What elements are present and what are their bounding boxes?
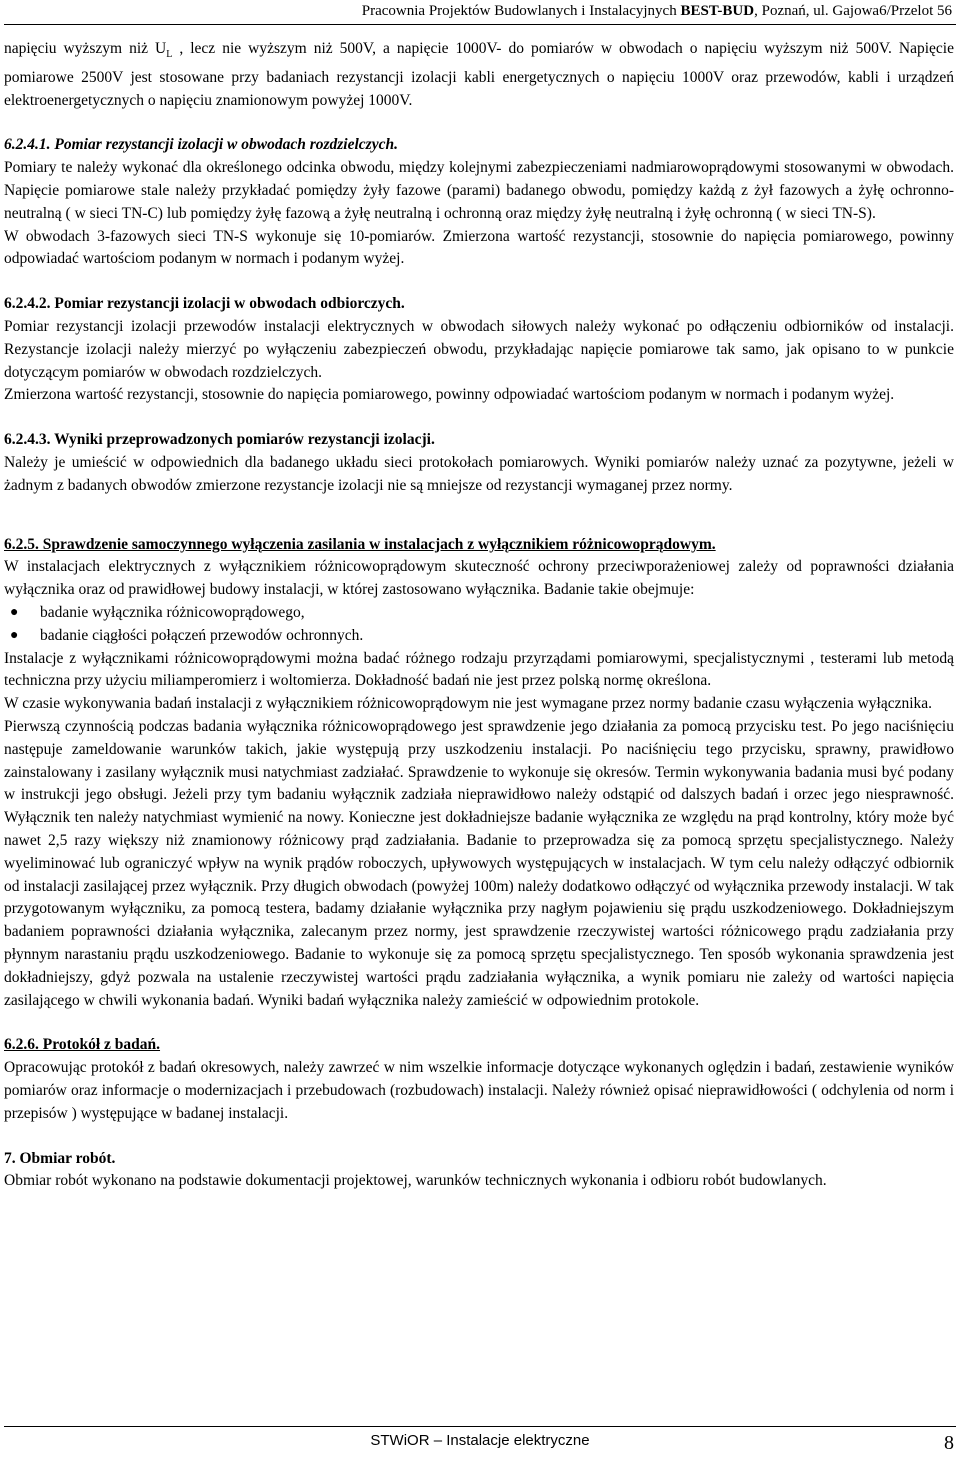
intro-subscript: L bbox=[166, 49, 173, 61]
page-number: 8 bbox=[944, 1432, 954, 1454]
document-body bbox=[4, 38, 954, 1193]
intro-paragraph bbox=[4, 38, 954, 112]
section-6-2-4-3-title: 6.2.4.3. Wyniki przeprowadzonych pomiarów rezystancji izolacji. bbox=[4, 431, 435, 449]
section-6-2-4-1-title: 6.2.4.1. Pomiar rezystancji izolacji w obwodach rozdzielczych. bbox=[4, 136, 398, 154]
section-6-2-4-2-paragraph-1: Pomiar rezystancji izolacji przewodów instalacji elektrycznych w obwodach siłowych należy wykonać po odłączeniu odbiorników od instalacji. Rezystancje izolacji należy mierzyć po wyłączeniu zabezpieczeń obwodu, przykładając napięcie pomiarowe tak samo, jak opisano to w punkcie dotyczącym pomiarów w obwodach rozdzielczych. bbox=[4, 318, 954, 381]
section-6-2-4-2-title: 6.2.4.2. Pomiar rezystancji izolacji w obwodach odbiorczych. bbox=[4, 295, 405, 313]
section-6-2-5-paragraph-3: W czasie wykonywania badań instalacji z wyłącznikiem różnicowoprądowym nie jest wymagane przez normy badanie czasu wyłączenia wyłącznika. bbox=[4, 695, 933, 713]
section-7-paragraph-1: Obmiar robót wykonano na podstawie dokumentacji projektowej, warunków technicznych wykonania i odbioru robót budowlanych. bbox=[4, 1172, 827, 1190]
section-6-2-5-paragraph-1: W instalacjach elektrycznych z wyłącznikiem różnicowoprądowym skuteczność ochrony przeciwporażeniowej zależy od poprawności działania wyłącznika oraz od prawidłowej budowy instalacji, w której zastosowano wyłącznika. Badanie takie obejmuje: bbox=[4, 558, 954, 599]
section-6-2-5-paragraph-2: Instalacje z wyłącznikami różnicowoprądowymi można badać różnego rodzaju przyrządami pomiarowymi, specjalistycznymi , testerami lub metodą techniczna przy użyciu miliamperomierz i woltomierza. Dokładność badań nie jest przez polską normę określona. bbox=[4, 649, 954, 690]
intro-text-b: , lecz nie wyższym niż 500V, a napięcie 1000V- do pomiarów w obwodach o napięciu wyższym niż 500V. Napięcie pomiarowe 2500V jest stosowane przy badaniach rezystancji izolacji kabli energetycznych o napięciu 1000V oraz przewodów, kabli i urządzeń elektroenergetycznych o napięciu znamionowym powyżej 1000V. bbox=[4, 40, 954, 109]
section-6-2-4-1-paragraph-1: Pomiary te należy wykonać dla określonego odcinka obwodu, między kolejnymi zabezpieczeniami nadmiarowoprądowymi stosowanymi w obwodach. Napięcie pomiarowe stale należy przykładać pomiędzy żyły fazowe (parami) badanego obwodu, pomiędzy każdą z żył fazowych a żyłę ochronno-neutralną ( w sieci TN-C) lub pomiędzy żyłę fazową a żyłę neutralną i ochronną oraz między żyłę neutralną i żyłę ochronną ( w sieci TN-S). bbox=[4, 159, 954, 222]
bullet-icon: ● bbox=[10, 605, 19, 621]
page-header bbox=[0, 0, 960, 22]
section-6-2-5-title: 6.2.5. Sprawdzenie samoczynnego wyłączenia zasilania w instalacjach z wyłącznikiem różnicowoprądowym. bbox=[4, 535, 716, 553]
bullet-icon: ● bbox=[10, 627, 19, 643]
section-7-title: 7. Obmiar robót. bbox=[4, 1149, 116, 1167]
footer-title: STWiOR – Instalacje elektryczne bbox=[370, 1432, 590, 1449]
header-divider bbox=[4, 24, 956, 25]
section-6-2-6-title: 6.2.6. Protokół z badań. bbox=[4, 1036, 161, 1054]
list-item-text: badanie wyłącznika różnicowoprądowego, bbox=[40, 604, 305, 622]
header-address: , Poznań, ul. Gajowa6/Przelot 56 bbox=[754, 3, 952, 19]
section-6-2-6-paragraph-1: Opracowując protokół z badań okresowych, należy zawrzeć w nim wszelkie informacje dotyczące wykonanych oględzin i badań, zestawienie wyników pomiarów oraz informacje o modernizacjach i przebudowach (rozbudowach) instalacji. Należy również opisać nieprawidłowości ( odchylenia od norm i przepisów ) występujące w badanej instalacji. bbox=[4, 1059, 954, 1122]
intro-text-a: napięciu wyższym niż U bbox=[4, 40, 167, 57]
footer-divider bbox=[4, 1426, 956, 1427]
list-item bbox=[4, 625, 954, 648]
header-company: BEST-BUD bbox=[680, 3, 755, 19]
list-item bbox=[4, 602, 954, 625]
section-6-2-4-3-paragraph-1: Należy je umieścić w odpowiednich dla badanego układu sieci protokołach pomiarowych. Wyniki pomiarów należy uznać za pozytywne, jeżeli w żadnym z badanych obwodów zmierzone rezystancje izolacji nie są mniejsze od rezystancji wymaganej przez normy. bbox=[4, 454, 954, 494]
section-6-2-5-bullet-list bbox=[4, 602, 954, 648]
section-6-2-4-1-paragraph-2: W obwodach 3-fazowych sieci TN-S wykonuje się 10-pomiarów. Zmierzona wartość rezystancji, stosownie do napięcia pomiarowego, powinny odpowiadać wartościom podanym w normach i podanym wyżej. bbox=[4, 227, 954, 268]
list-item-text: badanie ciągłości połączeń przewodów ochronnych. bbox=[40, 626, 364, 644]
section-6-2-5-paragraph-4: Pierwszą czynnością podczas badania wyłącznika różnicowoprądowego jest sprawdzenie jego działania za pomocą przycisku test. Po jego naciśnięciu następuje zameldowanie warunków takich, jakie występują przy uszkodzeniu instalacji. Po naciśnięciu tego przycisku, sprawny, prawidłowo zainstalowany i zasilany wyłącznik musi natychmiast zadziałać. Sprawdzenie to wykonuje się okresów. Termin wykonywania badania musi być podany w instrukcji jego obsługi. Jeżeli przy tym badaniu wyłącznik zadziała nieprawidłowo należy odstąpić od dalszych badań i orzec jego niesprawność. Wyłącznik ten należy natychmiast wymienić na nowy. Konieczne jest dokładniejsze badanie wyłącznika ze względu na prąd kontrolny, który może być nawet 2,5 razy większy niż znamionowy różnicowy prąd zadziałania. Badanie to przeprowadza się za pomocą sprzętu specjalistycznego. Należy wyeliminować lub ograniczyć wpływ na wynik prądów roboczych, upływowych występujących w instalacjach. W tym celu należy odłączyć odbiornik od instalacji zasilającej przez wyłącznik. Przy długich obwodach (powyżej 100m) należy dodatkowo odłączyć od wyłącznika przewody instalacji. W tak przygotowanym wyłączniku, za pomocą testera, badamy działanie wyłącznika przy nagłym pojawieniu się prądu uszkodzeniowego. Dokładniejszym badaniem poprawności działania wyłącznika, zalecanym przez normy, jest sprawdzenie rzeczywistej wartości różnicowego prądu zadziałania przy płynnym narastaniu prądu uszkodzeniowego. Badanie to wykonuje się za pomocą sprzętu specjalistycznego. Ten sposób wykonania sprawdzenia jest dokładniejszy, gdyż pozwala na ustalenie rzeczywistej wartości prądu zadziałania wyłącznika, a wynik pomiaru nie zależy od wartości napięcia zasilającego w chwili wykonania badań. Wyniki badań wyłącznika należy zamieścić w odpowiednim protokole. bbox=[4, 718, 954, 1009]
header-text: Pracownia Projektów Budowlanych i Instalacyjnych bbox=[361, 3, 681, 19]
section-6-2-4-2-paragraph-2: Zmierzona wartość rezystancji, stosownie do napięcia pomiarowego, powinny odpowiadać wartościom podanym w normach i podanym wyżej. bbox=[4, 386, 895, 404]
